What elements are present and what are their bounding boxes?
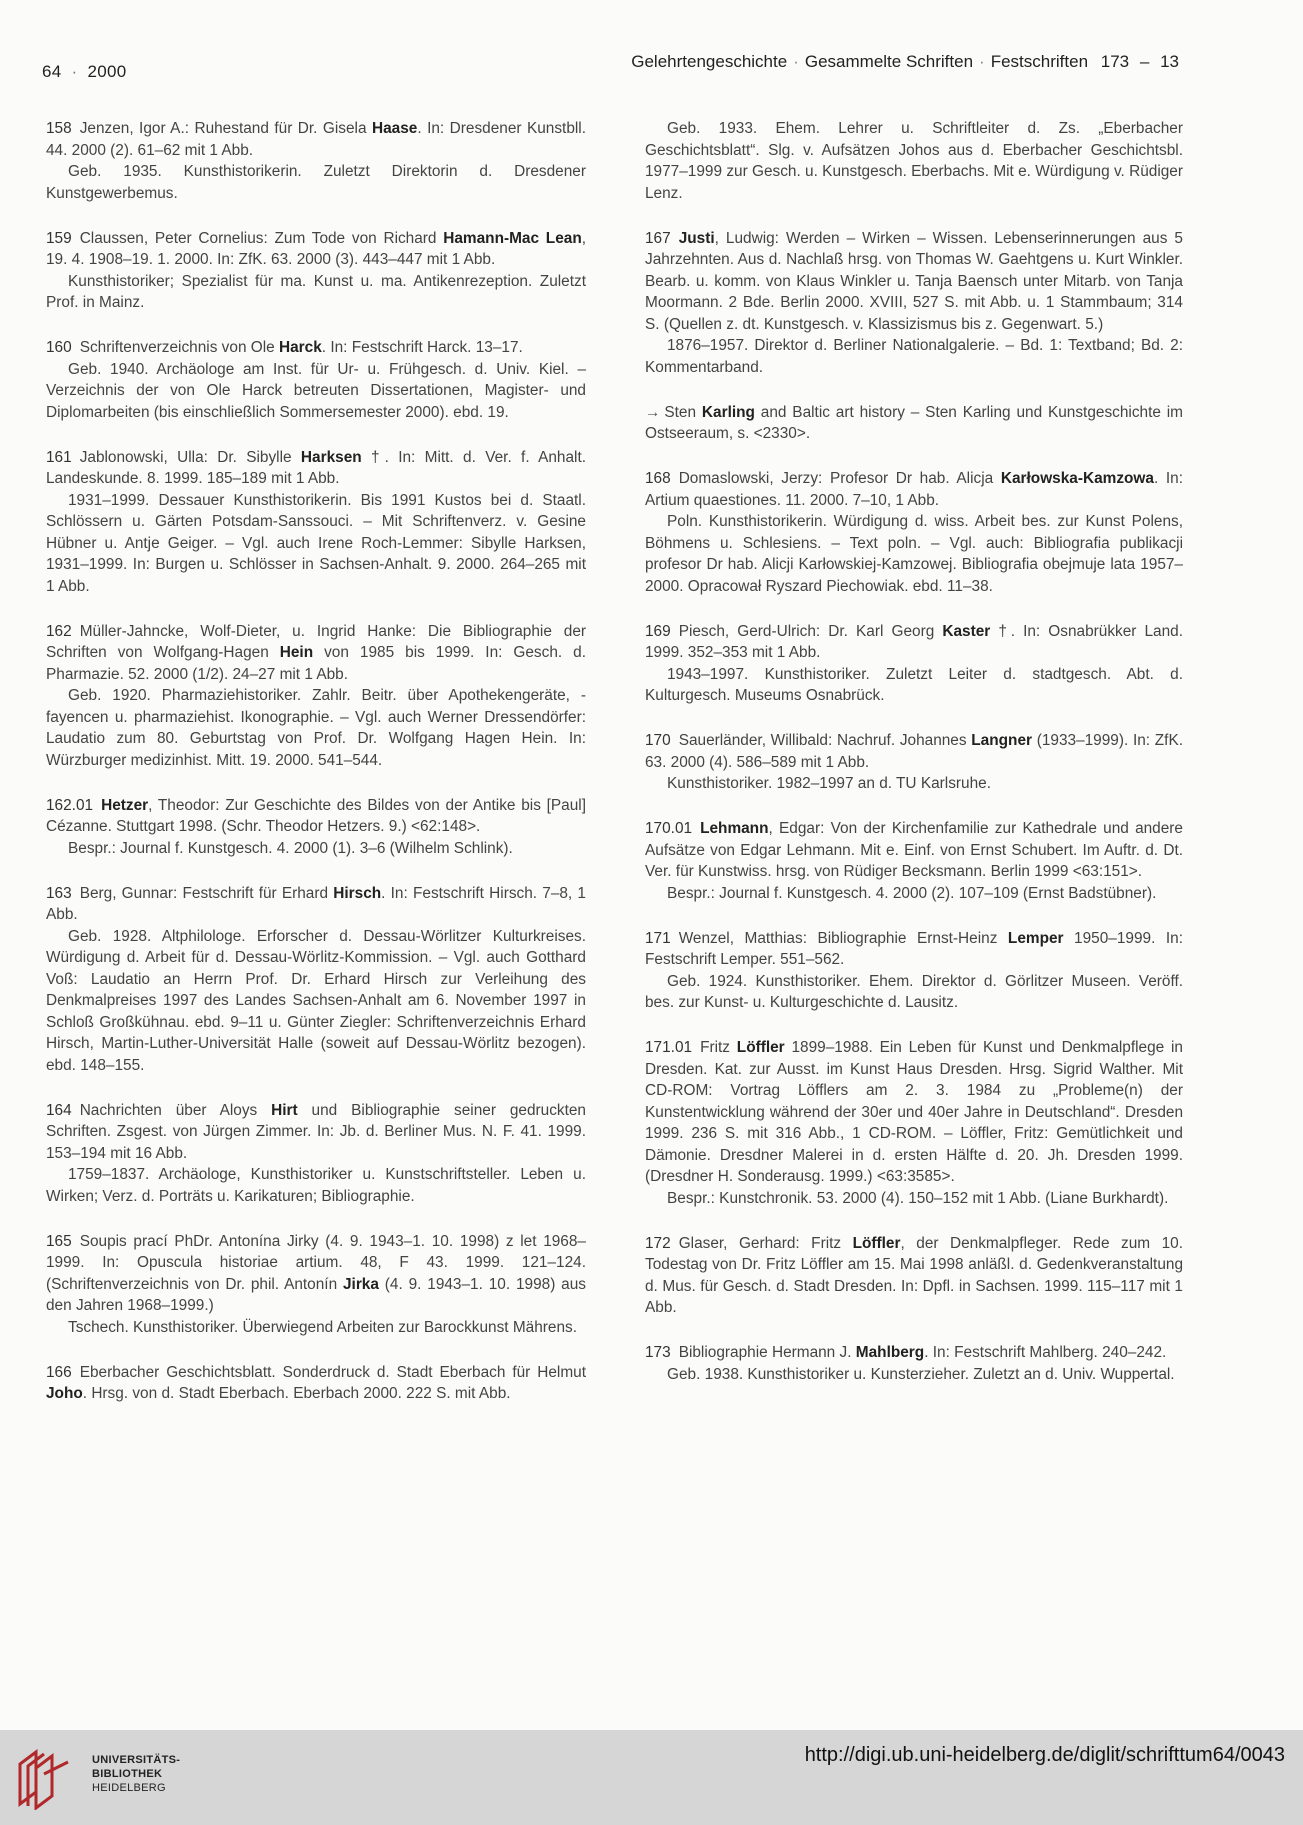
citation-text: Sauerländer, Willibald: Nachruf. Johannes xyxy=(678,732,972,749)
bibliography-entry xyxy=(46,447,586,598)
bibliography-entry xyxy=(645,228,1183,379)
entry-annotation: 1876–1957. Direktor d. Berliner Nationalgalerie. – Bd. 1: Textband; Bd. 2: Kommentarband. xyxy=(645,337,1183,376)
entry-annotation: Geb. 1940. Archäologe am Inst. für Ur- u. Frühgesch. d. Univ. Kiel. – Verzeichnis der von Ole Harck betreuten Dissertationen, Magister- und Diplomarbeiten (bis einschließlich Sommersemester 2000). ebd. 19. xyxy=(46,360,586,421)
citation-text: Glaser, Gerhard: Fritz xyxy=(678,1234,853,1252)
bibliography-entry xyxy=(645,468,1183,597)
entry-number: 170 xyxy=(645,732,671,749)
library-name: UNIVERSITÄTS- BIBLIOTHEK HEIDELBERG xyxy=(92,1754,181,1794)
citation-text: Sten xyxy=(664,403,702,421)
subject-keyword: Löffler xyxy=(852,1234,901,1252)
citation-text: 1950–1999. In: Festschrift Lemper. 551–562. xyxy=(645,929,1183,968)
entry-number: 158 xyxy=(46,120,72,137)
bibliography-entry xyxy=(645,818,1183,904)
entry-number: 159 xyxy=(46,229,72,247)
entry-number: 170.01 xyxy=(645,820,693,837)
section-3: Festschriften xyxy=(990,52,1089,71)
citation-text: , Edgar: Von der Kirchenfamilie zur Kathedrale und andere Aufsätze von Edgar Lehmann. Mit e. Einf. von Ernst Schubert. Im Auftr. d. Dt. Ver. für Kunstwiss. hrsg. von Rüdiger Becksmann. Berlin 1999 <63:151>. xyxy=(645,820,1183,880)
bibliography-entry xyxy=(46,1362,586,1405)
bibliography-entry xyxy=(46,621,586,772)
citation-text: Bibliographie Hermann J. xyxy=(678,1344,856,1361)
citation-text: Claussen, Peter Cornelius: Zum Tode von Richard xyxy=(79,229,444,247)
citation-text: Jenzen, Igor A.: Ruhestand für Dr. Gisela xyxy=(79,120,372,137)
entry-citation xyxy=(645,468,1183,511)
subject-keyword: Löffler xyxy=(736,1039,785,1056)
entry-annotation: 1759–1837. Archäologe, Kunsthistoriker u. Kunstschriftsteller. Leben u. Wirken; Verz. d. Porträts u. Karikaturen; Bibliographie. xyxy=(46,1166,586,1205)
citation-text: Müller-Jahncke, Wolf-Dieter, u. Ingrid Hanke: Die Bibliographie der Schriften von Wolfgang-Hagen xyxy=(46,622,586,661)
library-logo-icon xyxy=(14,1744,84,1810)
citation-text: Soupis prací PhDr. Antonína Jirky (4. 9. 1943–1. 10. 1998) z let 1968–1999. In: Opuscula historiae artium. 48, F 43. 1999. 121–124. (Schriftenverzeichnis von Dr. phil. Antonín xyxy=(46,1232,586,1293)
entry-citation xyxy=(46,228,586,271)
bibliography-entry xyxy=(46,1231,586,1339)
entry-citation xyxy=(46,337,586,359)
source-url-link[interactable]: http://digi.ub.uni-heidelberg.de/diglit/schrifttum64/0043 xyxy=(804,1744,1285,1766)
entry-citation xyxy=(46,1362,586,1405)
citation-text: Jablonowski, Ulla: Dr. Sibylle xyxy=(79,448,301,466)
bibliography-entry xyxy=(645,928,1183,1014)
section-1: Gelehrtengeschichte xyxy=(631,52,788,71)
entry-number: 166 xyxy=(46,1363,72,1381)
entry-citation xyxy=(645,928,1183,971)
bibliography-entry xyxy=(46,337,586,423)
page-info: 64 · 2000 xyxy=(42,62,127,81)
subject-keyword: Hirt xyxy=(271,1101,298,1119)
volume-year: 2000 xyxy=(87,62,127,81)
subject-keyword: Karling xyxy=(701,403,755,421)
running-header xyxy=(42,52,1179,82)
subject-keyword: Hetzer xyxy=(101,796,149,814)
subject-keyword: Kaster xyxy=(942,622,991,640)
range-dash: – xyxy=(1139,52,1150,71)
subject-keyword: Hein xyxy=(279,644,314,661)
entry-annotation: Geb. 1920. Pharmaziehistoriker. Zahlr. Beitr. über Apothekengeräte, -fayencen u. pharmaziehist. Ikonographie. – Vgl. auch Werner Dressendörfer: Laudatio zum 80. Geburtstag von Prof. Dr. Wolfgang Hagen Hein. In: Würzburger medizinhist. Mitt. 19. 2000. 541–544. xyxy=(46,687,586,769)
entry-annotation: Geb. 1924. Kunsthistoriker. Ehem. Direktor d. Görlitzer Museen. Veröff. bes. zur Kunst- u. Kulturgeschichte d. Lausitz. xyxy=(645,972,1183,1011)
entry-citation xyxy=(645,228,1183,336)
citation-text: . In: Festschrift Hirsch. 7–8, 1 Abb. xyxy=(46,884,586,923)
entry-annotation: Poln. Kunsthistorikerin. Würdigung d. wiss. Arbeit bes. zur Kunst Polens, Böhmens u. Schlesiens. – Text poln. – Vgl. auch: Bibliografia publikacji profesor Dr hab. Alicji Karłowskiej-Kamzowej. Bibliografia obejmuje lata 1957–2000. Opracował Ryszard Piechowiak. ebd. 11–38. xyxy=(645,513,1183,595)
citation-text: 1899–1988. Ein Leben für Kunst und Denkmalpflege in Dresden. Kat. zur Ausst. im Kunst Haus Dresden. Hrsg. Sigrid Walther. Mit CD-ROM: Vortrag Löfflers am 2. 3. 1984 zu „Probleme(n) der Kunstentwicklung während der 30er und 40er Jahre in Deutschland“. Dresden 1999. 236 S. mit 316 Abb., 1 CD-ROM. – Löffler, Fritz: Gemütlichkeit und Dämonie. Dresdner Malerei in d. ersten Hälfte d. 20. Jh. Dresden 1999. (Dresdner H. Sonderausg. 1999.) <63:3585>. xyxy=(645,1039,1183,1185)
subject-keyword: Haase xyxy=(371,120,418,137)
entry-annotation: Bespr.: Kunstchronik. 53. 2000 (4). 150–152 mit 1 Abb. (Liane Burkhardt). xyxy=(667,1189,1169,1207)
entry-annotation: Kunsthistoriker. 1982–1997 an d. TU Karlsruhe. xyxy=(667,775,991,792)
citation-text: †. In: Osnabrükker Land. 1999. 352–353 mit 1 Abb. xyxy=(645,622,1183,661)
entry-number: 162.01 xyxy=(46,796,94,814)
entry-citation xyxy=(645,730,1183,773)
library-footer xyxy=(0,1730,1303,1825)
citation-text: , Ludwig: Werden – Wirken – Wissen. Lebenserinnerungen aus 5 Jahrzehnten. Aus d. Nachlaß hrsg. von Thomas W. Gaehtgens u. Kurt Winkler. Bearb. u. komm. von Klaus Winkler u. Tanja Baensch unter Mitarb. von Tanja Moormann. 2 Bde. Berlin 2000. XVIII, 527 S. mit Abb. u. 1 Stammbaum; 314 S. (Quellen z. dt. Kunstgesch. v. Klassizismus bis z. Gegenwart. 5.) xyxy=(645,229,1183,333)
entry-number: 168 xyxy=(645,470,671,487)
entry-citation xyxy=(46,447,586,490)
continued-note: Geb. 1933. Ehem. Lehrer u. Schriftleiter d. Zs. „Eberbacher Geschichtsblatt“. Slg. v. Aufsätzen Johos aus d. Eberbacher Geschichtsbl. 1977–1999 zur Gesch. u. Kunstgesch. Eberbachs. Mit e. Würdigung v. Rüdiger Lenz. xyxy=(645,120,1183,202)
entry-annotation: Bespr.: Journal f. Kunstgesch. 4. 2000 (2). 107–109 (Ernst Badstübner). xyxy=(667,884,1157,902)
bibliography-entry xyxy=(645,730,1183,795)
citation-text: †. In: Mitt. d. Ver. f. Anhalt. Landeskunde. 8. 1999. 185–189 mit 1 Abb. xyxy=(46,448,586,487)
entry-number: 173 xyxy=(645,1344,671,1361)
entry-annotation: Kunsthistoriker; Spezialist für ma. Kunst u. ma. Antikenrezeption. Zuletzt Prof. in Mainz. xyxy=(46,272,586,311)
citation-text: Schriftenverzeichnis von Ole xyxy=(79,339,279,356)
entry-citation xyxy=(645,1342,1183,1364)
subject-keyword: Hirsch xyxy=(333,884,382,902)
citation-text: Domaslowski, Jerzy: Profesor Dr hab. Alicja xyxy=(678,470,1001,487)
citation-text: Nachrichten über Aloys xyxy=(79,1101,272,1119)
entry-number: 167 xyxy=(645,229,671,247)
subject-keyword: Jirka xyxy=(342,1275,379,1293)
entry-number: 171 xyxy=(645,929,671,947)
bibliography-entry xyxy=(645,1342,1183,1385)
citation-text: . In: Festschrift Harck. 13–17. xyxy=(321,339,523,356)
bibliography-entry xyxy=(46,118,586,204)
entry-citation xyxy=(645,818,1183,883)
citation-text: Wenzel, Matthias: Bibliographie Ernst-Heinz xyxy=(678,929,1008,947)
citation-text: , 19. 4. 1908–19. 1. 2000. In: ZfK. 63. 2000 (3). 443–447 mit 1 Abb. xyxy=(46,229,586,268)
citation-text: . In: Artium quaestiones. 11. 2000. 7–10, 1 Abb. xyxy=(645,470,1184,509)
citation-text: Berg, Gunnar: Festschrift für Erhard xyxy=(79,884,334,902)
subject-keyword: Joho xyxy=(46,1385,83,1402)
range-end: 13 xyxy=(1160,52,1179,71)
entry-citation xyxy=(46,118,586,161)
entry-annotation: 1943–1997. Kunsthistoriker. Zuletzt Leiter d. stadtgesch. Abt. d. Kulturgesch. Museums Osnabrück. xyxy=(645,665,1183,704)
citation-text: . Hrsg. von d. Stadt Eberbach. Eberbach 2000. 222 S. mit Abb. xyxy=(82,1385,511,1402)
entry-annotation: 1931–1999. Dessauer Kunsthistorikerin. Bis 1991 Kustos bei d. Staatl. Schlössern u. Gärten Potsdam-Sanssouci. – Mit Schriftenverz. v. Gesine Hübner u. Antje Geiger. – Vgl. auch Irene Roch-Lemmer: Sibylle Harksen, 1931–1999. In: Burgen u. Schlösser in Sachsen-Anhalt. 9. 2000. 264–265 mit 1 Abb. xyxy=(46,491,586,595)
left-column xyxy=(46,118,586,1428)
entry-number: 164 xyxy=(46,1101,72,1119)
entry-number: 172 xyxy=(645,1234,671,1252)
citation-text: . In: Dresdener Kunstbll. 44. 2000 (2). 61–62 mit 1 Abb. xyxy=(46,120,586,159)
bibliography-entry xyxy=(645,1233,1183,1319)
citation-text: von 1985 bis 1999. In: Gesch. d. Pharmazie. 52. 2000 (1/2). 24–27 mit 1 Abb. xyxy=(46,644,586,683)
subject-keyword: Langner xyxy=(971,732,1032,749)
subject-keyword: Justi xyxy=(678,229,715,247)
entry-number: 162 xyxy=(46,622,72,640)
subject-keyword: Lehmann xyxy=(700,820,769,837)
entry-citation xyxy=(645,1037,1183,1188)
entry-number: 163 xyxy=(46,884,72,902)
entry-citation xyxy=(46,621,586,686)
page-number: 64 xyxy=(42,62,62,81)
subject-keyword: Mahlberg xyxy=(855,1344,925,1361)
subject-keyword: Hamann-Mac Lean xyxy=(443,229,582,247)
entry-citation xyxy=(46,795,586,838)
entry-citation xyxy=(46,1231,586,1317)
entry-citation xyxy=(46,1100,586,1165)
section-2: Gesammelte Schriften xyxy=(804,52,974,71)
entry-number: 169 xyxy=(645,622,671,640)
citation-text: Piesch, Gerd-Ulrich: Dr. Karl Georg xyxy=(678,622,943,640)
entry-annotation: Bespr.: Journal f. Kunstgesch. 4. 2000 (1). 3–6 (Wilhelm Schlink). xyxy=(68,839,513,857)
bibliography-entry xyxy=(46,1100,586,1208)
entry-citation xyxy=(645,402,1183,445)
entry-number: 165 xyxy=(46,1232,72,1250)
bibliography-entry xyxy=(645,402,1183,445)
citation-text: . In: Festschrift Mahlberg. 240–242. xyxy=(924,1344,1167,1361)
cross-reference-arrow-icon: → xyxy=(645,403,661,421)
citation-text: (4. 9. 1943–1. 10. 1998) aus den Jahren 1968–1999.) xyxy=(46,1275,586,1314)
subject-keyword: Karłowska-Kamzowa xyxy=(1000,470,1154,487)
entry-annotation: Geb. 1928. Altphilologe. Erforscher d. Dessau-Wörlitzer Kulturkreises. Würdigung d. Arbeit für d. Dessau-Wörlitz-Kommission. – Vgl. auch Gotthard Voß: Laudatio an Herrn Prof. Dr. Erhard Hirsch zur Verleihung des Denkmalpreises 1997 des Landes Sachsen-Anhalt am 6. November 1997 in Schloß Großkühnau. ebd. 9–11 u. Günter Ziegler: Schriftenverzeichnis Erhard Hirsch, Martin-Luther-Universität Halle (soweit auf Dessau-Wörlitz bezogen). ebd. 148–155. xyxy=(46,927,586,1074)
section-heading: Gelehrtengeschichte · Gesammelte Schriften · Festschriften 173 – 13 xyxy=(631,52,1179,71)
bibliography-entry xyxy=(46,795,586,860)
entry-number: 171.01 xyxy=(645,1039,693,1056)
entry-number: 160 xyxy=(46,339,72,356)
entry-annotation: Geb. 1935. Kunsthistorikerin. Zuletzt Direktorin d. Dresdener Kunstgewerbemus. xyxy=(46,163,586,202)
citation-text: Eberbacher Geschichtsblatt. Sonderdruck d. Stadt Eberbach für Helmut xyxy=(79,1363,586,1381)
entry-annotation: Geb. 1938. Kunsthistoriker u. Kunsterzieher. Zuletzt an d. Univ. Wuppertal. xyxy=(667,1365,1175,1383)
entry-citation xyxy=(645,621,1183,664)
entry-number: 161 xyxy=(46,448,72,466)
entry-annotation: Tschech. Kunsthistoriker. Überwiegend Arbeiten zur Barockkunst Mährens. xyxy=(68,1318,577,1336)
citation-text: , der Denkmalpfleger. Rede zum 10. Todestag von Dr. Fritz Löffler am 15. Mai 1998 anläßl. d. Gedenkveranstaltung d. Mus. für Gesch. d. Stadt Dresden. In: Dpfl. in Sachsen. 1999. 115–117 mit 1 Abb. xyxy=(645,1234,1183,1316)
bibliography-entry xyxy=(46,228,586,314)
subject-keyword: Harck xyxy=(279,339,322,356)
subject-keyword: Lemper xyxy=(1007,929,1064,947)
bibliography-entry xyxy=(645,621,1183,707)
bibliography-entry xyxy=(645,1037,1183,1209)
citation-text: Fritz xyxy=(700,1039,737,1056)
citation-text: und Bibliographie seiner gedruckten Schriften. Zsgest. von Jürgen Zimmer. In: Jb. d. Berliner Mus. N. F. 41. 1999. 153–194 mit 16 Abb. xyxy=(46,1101,586,1162)
citation-text: , Theodor: Zur Geschichte des Bildes von der Antike bis [Paul] Cézanne. Stuttgart 1998. (Schr. Theodor Hetzers. 9.) <62:148>. xyxy=(46,796,586,835)
subject-keyword: Harksen xyxy=(300,448,362,466)
range-start: 173 xyxy=(1100,52,1130,71)
entry-citation xyxy=(645,1233,1183,1319)
continued-entry xyxy=(645,118,1183,204)
bibliography-entry xyxy=(46,883,586,1077)
citation-text: (1933–1999). In: ZfK. 63. 2000 (4). 586–589 mit 1 Abb. xyxy=(645,732,1183,771)
right-column xyxy=(645,118,1183,1409)
citation-text: and Baltic art history – Sten Karling und Kunstgeschichte im Ostseeraum, s. <2330>. xyxy=(645,403,1183,442)
entry-citation xyxy=(46,883,586,926)
